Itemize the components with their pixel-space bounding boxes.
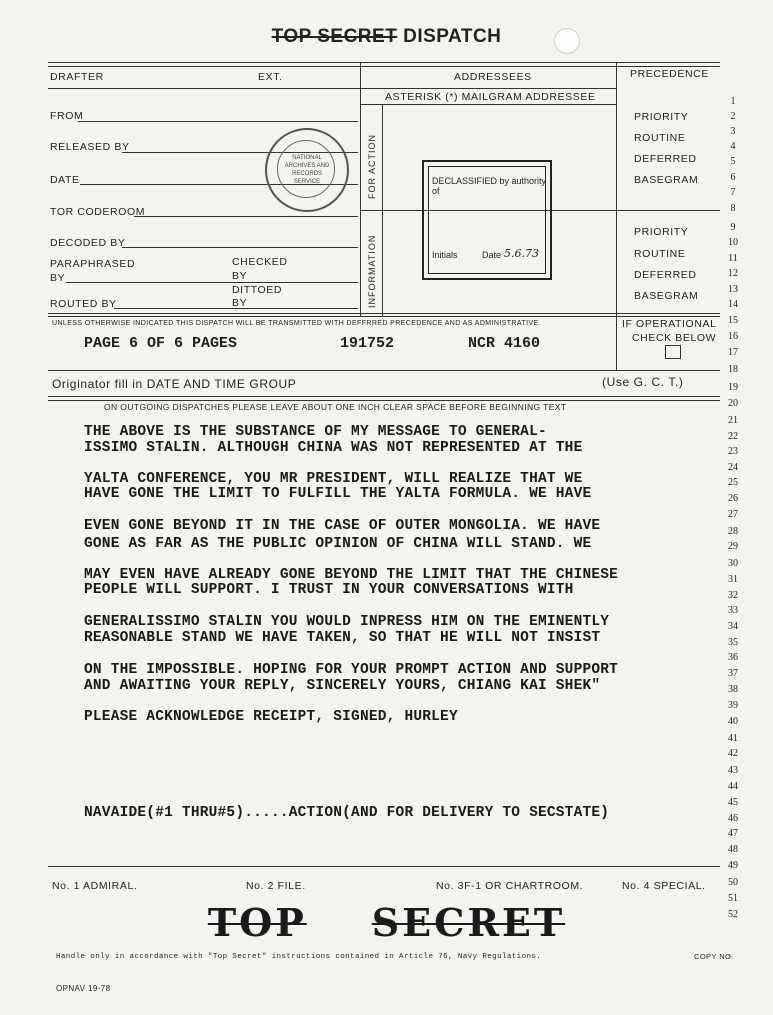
line-number: 20 <box>728 398 738 409</box>
line-number: 51 <box>728 893 738 904</box>
line-number: 34 <box>728 621 738 632</box>
use-gct-label: (Use G. C. T.) <box>602 375 684 389</box>
declass-initials-label: Initials <box>432 250 458 260</box>
line-number: 10 <box>728 237 738 248</box>
operational-checkbox[interactable] <box>665 345 681 359</box>
message-line: MAY EVEN HAVE ALREADY GONE BEYOND THE LIMIT THAT THE CHINESE <box>84 567 619 583</box>
rule <box>48 88 616 89</box>
from-field[interactable] <box>78 121 358 122</box>
line-number: 17 <box>728 347 738 358</box>
banner-secret: SECRET <box>371 900 566 945</box>
line-number: 33 <box>728 605 738 616</box>
rule <box>48 396 720 397</box>
message-line: GONE AS FAR AS THE PUBLIC OPINION OF CHINA WILL STAND. WE <box>84 536 592 552</box>
line-number: 30 <box>728 558 738 569</box>
rule <box>48 313 720 314</box>
rule <box>48 866 720 867</box>
message-line: EVEN GONE BEYOND IT IN THE CASE OF OUTER MONGOLIA. WE HAVE <box>84 518 601 534</box>
prec-priority-info: PRIORITY <box>634 226 689 238</box>
line-number: 6 <box>730 172 736 183</box>
date-label: DATE <box>50 174 80 186</box>
ncr-number: NCR 4160 <box>468 335 541 352</box>
checked-label: CHECKED <box>232 256 288 268</box>
addressees-label: ADDRESSEES <box>454 71 532 83</box>
line-number: 15 <box>728 315 738 326</box>
line-number: 44 <box>728 781 738 792</box>
stamp-text: NATIONAL ARCHIVES AND RECORDS SERVICE <box>284 155 330 185</box>
line-number: 52 <box>728 909 738 920</box>
checked-by-label: BY <box>232 270 248 282</box>
prec-priority-action: PRIORITY <box>634 111 689 123</box>
rule <box>48 316 720 317</box>
rule <box>616 62 617 370</box>
copy-special: No. 4 SPECIAL. <box>622 880 706 892</box>
copy-file: No. 2 FILE. <box>246 880 306 892</box>
banner-top: TOP <box>207 900 307 945</box>
rule <box>48 370 720 371</box>
copy-no-label: COPY NO. <box>694 952 734 961</box>
message-line: HAVE GONE THE LIMIT TO FULFILL THE YALTA FORMULA. WE HAVE <box>84 486 592 502</box>
line-number: 14 <box>728 299 738 310</box>
prec-routine-info: ROUTINE <box>634 248 686 260</box>
line-number: 47 <box>728 828 738 839</box>
punch-hole <box>554 28 580 54</box>
line-number: 46 <box>728 813 738 824</box>
line-number: 39 <box>728 700 738 711</box>
message-line: REASONABLE STAND WE HAVE TAKEN, SO THAT HE WILL NOT INSIST <box>84 630 601 646</box>
rule <box>360 104 616 105</box>
information-label: INFORMATION <box>367 234 377 308</box>
copy-chartroom: No. 3F-1 OR CHARTROOM. <box>436 880 584 892</box>
line-number: 48 <box>728 844 738 855</box>
message-line: YALTA CONFERENCE, YOU MR PRESIDENT, WILL REALIZE THAT WE <box>84 471 583 487</box>
line-number: 36 <box>728 652 738 663</box>
dispatch-word: DISPATCH <box>403 26 502 47</box>
outgoing-notice: ON OUTGOING DISPATCHES PLEASE LEAVE ABOUT ONE INCH CLEAR SPACE BEFORE BEGINNING TEXT <box>104 402 567 412</box>
line-number: 7 <box>730 187 736 198</box>
rule <box>382 104 383 316</box>
line-number: 8 <box>730 203 736 214</box>
asterisk-label: ASTERISK (*) MAILGRAM ADDRESSEE <box>385 91 596 103</box>
for-action-label: FOR ACTION <box>367 133 377 199</box>
line-number: 27 <box>728 509 738 520</box>
line-number: 2 <box>730 111 736 122</box>
originator-label: Originator fill in DATE AND TIME GROUP <box>52 377 297 391</box>
line-number: 26 <box>728 493 738 504</box>
line-number: 32 <box>728 590 738 601</box>
dittoed-label: DITTOED <box>232 284 283 296</box>
message-line: ISSIMO STALIN. ALTHOUGH CHINA WAS NOT REPRESENTED AT THE <box>84 440 583 456</box>
message-line: GENERALISSIMO STALIN YOU WOULD INPRESS HIM ON THE EMINENTLY <box>84 614 610 630</box>
message-line: ON THE IMPOSSIBLE. HOPING FOR YOUR PROMPT ACTION AND SUPPORT <box>84 662 619 678</box>
tor-coderoom-label: TOR CODEROOM <box>50 206 146 218</box>
line-number: 9 <box>730 222 736 233</box>
line-number: 43 <box>728 765 738 776</box>
rule <box>48 62 720 63</box>
line-number: 50 <box>728 877 738 888</box>
routed-by-label: ROUTED BY <box>50 298 117 310</box>
check-below-label: CHECK BELOW <box>632 332 717 344</box>
from-label: FROM <box>50 110 84 122</box>
line-number: 40 <box>728 716 738 727</box>
line-number: 1 <box>730 96 736 107</box>
precedence-label: PRECEDENCE <box>630 68 709 80</box>
paraphrased-by-label: BY <box>50 272 66 284</box>
routed-by-field[interactable] <box>114 308 358 309</box>
line-number: 13 <box>728 284 738 295</box>
message-line: AND AWAITING YOUR REPLY, SINCERELY YOURS, CHIANG KAI SHEK" <box>84 678 601 694</box>
navaide-line: NAVAIDE(#1 THRU#5).....ACTION(AND FOR DELIVERY TO SECSTATE) <box>84 805 610 821</box>
line-number: 38 <box>728 684 738 695</box>
dispatch-title <box>0 26 773 48</box>
declass-date-value: 5.6.73 <box>504 247 539 260</box>
line-number: 41 <box>728 733 738 744</box>
line-number: 25 <box>728 477 738 488</box>
line-number: 21 <box>728 415 738 426</box>
released-by-label: RELEASED BY <box>50 141 130 153</box>
declassified-text: DECLASSIFIED by authority of <box>432 176 547 196</box>
rule <box>48 66 720 67</box>
top-secret-struck: TOP SECRET <box>271 26 398 47</box>
line-number: 35 <box>728 637 738 648</box>
declassified-box <box>422 160 552 280</box>
date-time-group: 191752 <box>340 335 395 352</box>
decoded-by-label: DECODED BY <box>50 237 126 249</box>
line-number: 24 <box>728 462 738 473</box>
paraphrased-label: PARAPHRASED <box>50 258 136 270</box>
line-number: 45 <box>728 797 738 808</box>
line-number: 5 <box>730 156 736 167</box>
drafter-label: DRAFTER <box>50 71 104 83</box>
dittoed-by-label: BY <box>232 297 248 309</box>
rule <box>360 62 361 316</box>
line-number: 29 <box>728 541 738 552</box>
prec-basegram-info: BASEGRAM <box>634 290 699 302</box>
line-number: 18 <box>728 364 738 375</box>
ext-label: EXT. <box>258 71 283 83</box>
message-line: PEOPLE WILL SUPPORT. I TRUST IN YOUR CONVERSATIONS WITH <box>84 582 574 598</box>
tor-coderoom-field[interactable] <box>134 216 358 217</box>
prec-basegram-action: BASEGRAM <box>634 174 699 186</box>
line-number: 3 <box>730 126 736 137</box>
line-number: 11 <box>728 253 738 264</box>
line-number: 23 <box>728 446 738 457</box>
prec-deferred-info: DEFERRED <box>634 269 697 281</box>
declass-date-label: Date <box>482 250 502 260</box>
line-number: 31 <box>728 574 738 585</box>
if-operational-label: IF OPERATIONAL <box>622 318 717 330</box>
prec-deferred-action: DEFERRED <box>634 153 697 165</box>
line-number: 28 <box>728 526 738 537</box>
archives-seal-stamp <box>265 128 349 212</box>
message-line: PLEASE ACKNOWLEDGE RECEIPT, SIGNED, HURLEY <box>84 709 458 725</box>
line-number: 12 <box>728 268 738 279</box>
copy-admiral: No. 1 ADMIRAL. <box>52 880 138 892</box>
message-line: THE ABOVE IS THE SUBSTANCE OF MY MESSAGE TO GENERAL- <box>84 424 547 440</box>
transmission-notice: UNLESS OTHERWISE INDICATED THIS DISPATCH WILL BE TRANSMITTED WITH DEFFRRED PRECEDENCE AND AS ADMINISTRATIVE. <box>52 320 541 327</box>
line-number: 37 <box>728 668 738 679</box>
rule <box>48 400 720 401</box>
line-number: 22 <box>728 431 738 442</box>
decoded-by-field[interactable] <box>122 247 358 248</box>
line-number: 49 <box>728 860 738 871</box>
line-number: 16 <box>728 331 738 342</box>
page-count: PAGE 6 OF 6 PAGES <box>84 335 238 352</box>
line-number: 19 <box>728 382 738 393</box>
line-number: 4 <box>730 141 736 152</box>
line-number: 42 <box>728 748 738 759</box>
handling-notice: Handle only in accordance with "Top Secret" instructions contained in Article 76, Navy Regulations. <box>56 953 542 961</box>
paraphrased-by-field[interactable] <box>66 282 358 283</box>
form-number: OPNAV 19-78 <box>56 984 111 993</box>
prec-routine-action: ROUTINE <box>634 132 686 144</box>
top-secret-banner <box>0 900 773 945</box>
